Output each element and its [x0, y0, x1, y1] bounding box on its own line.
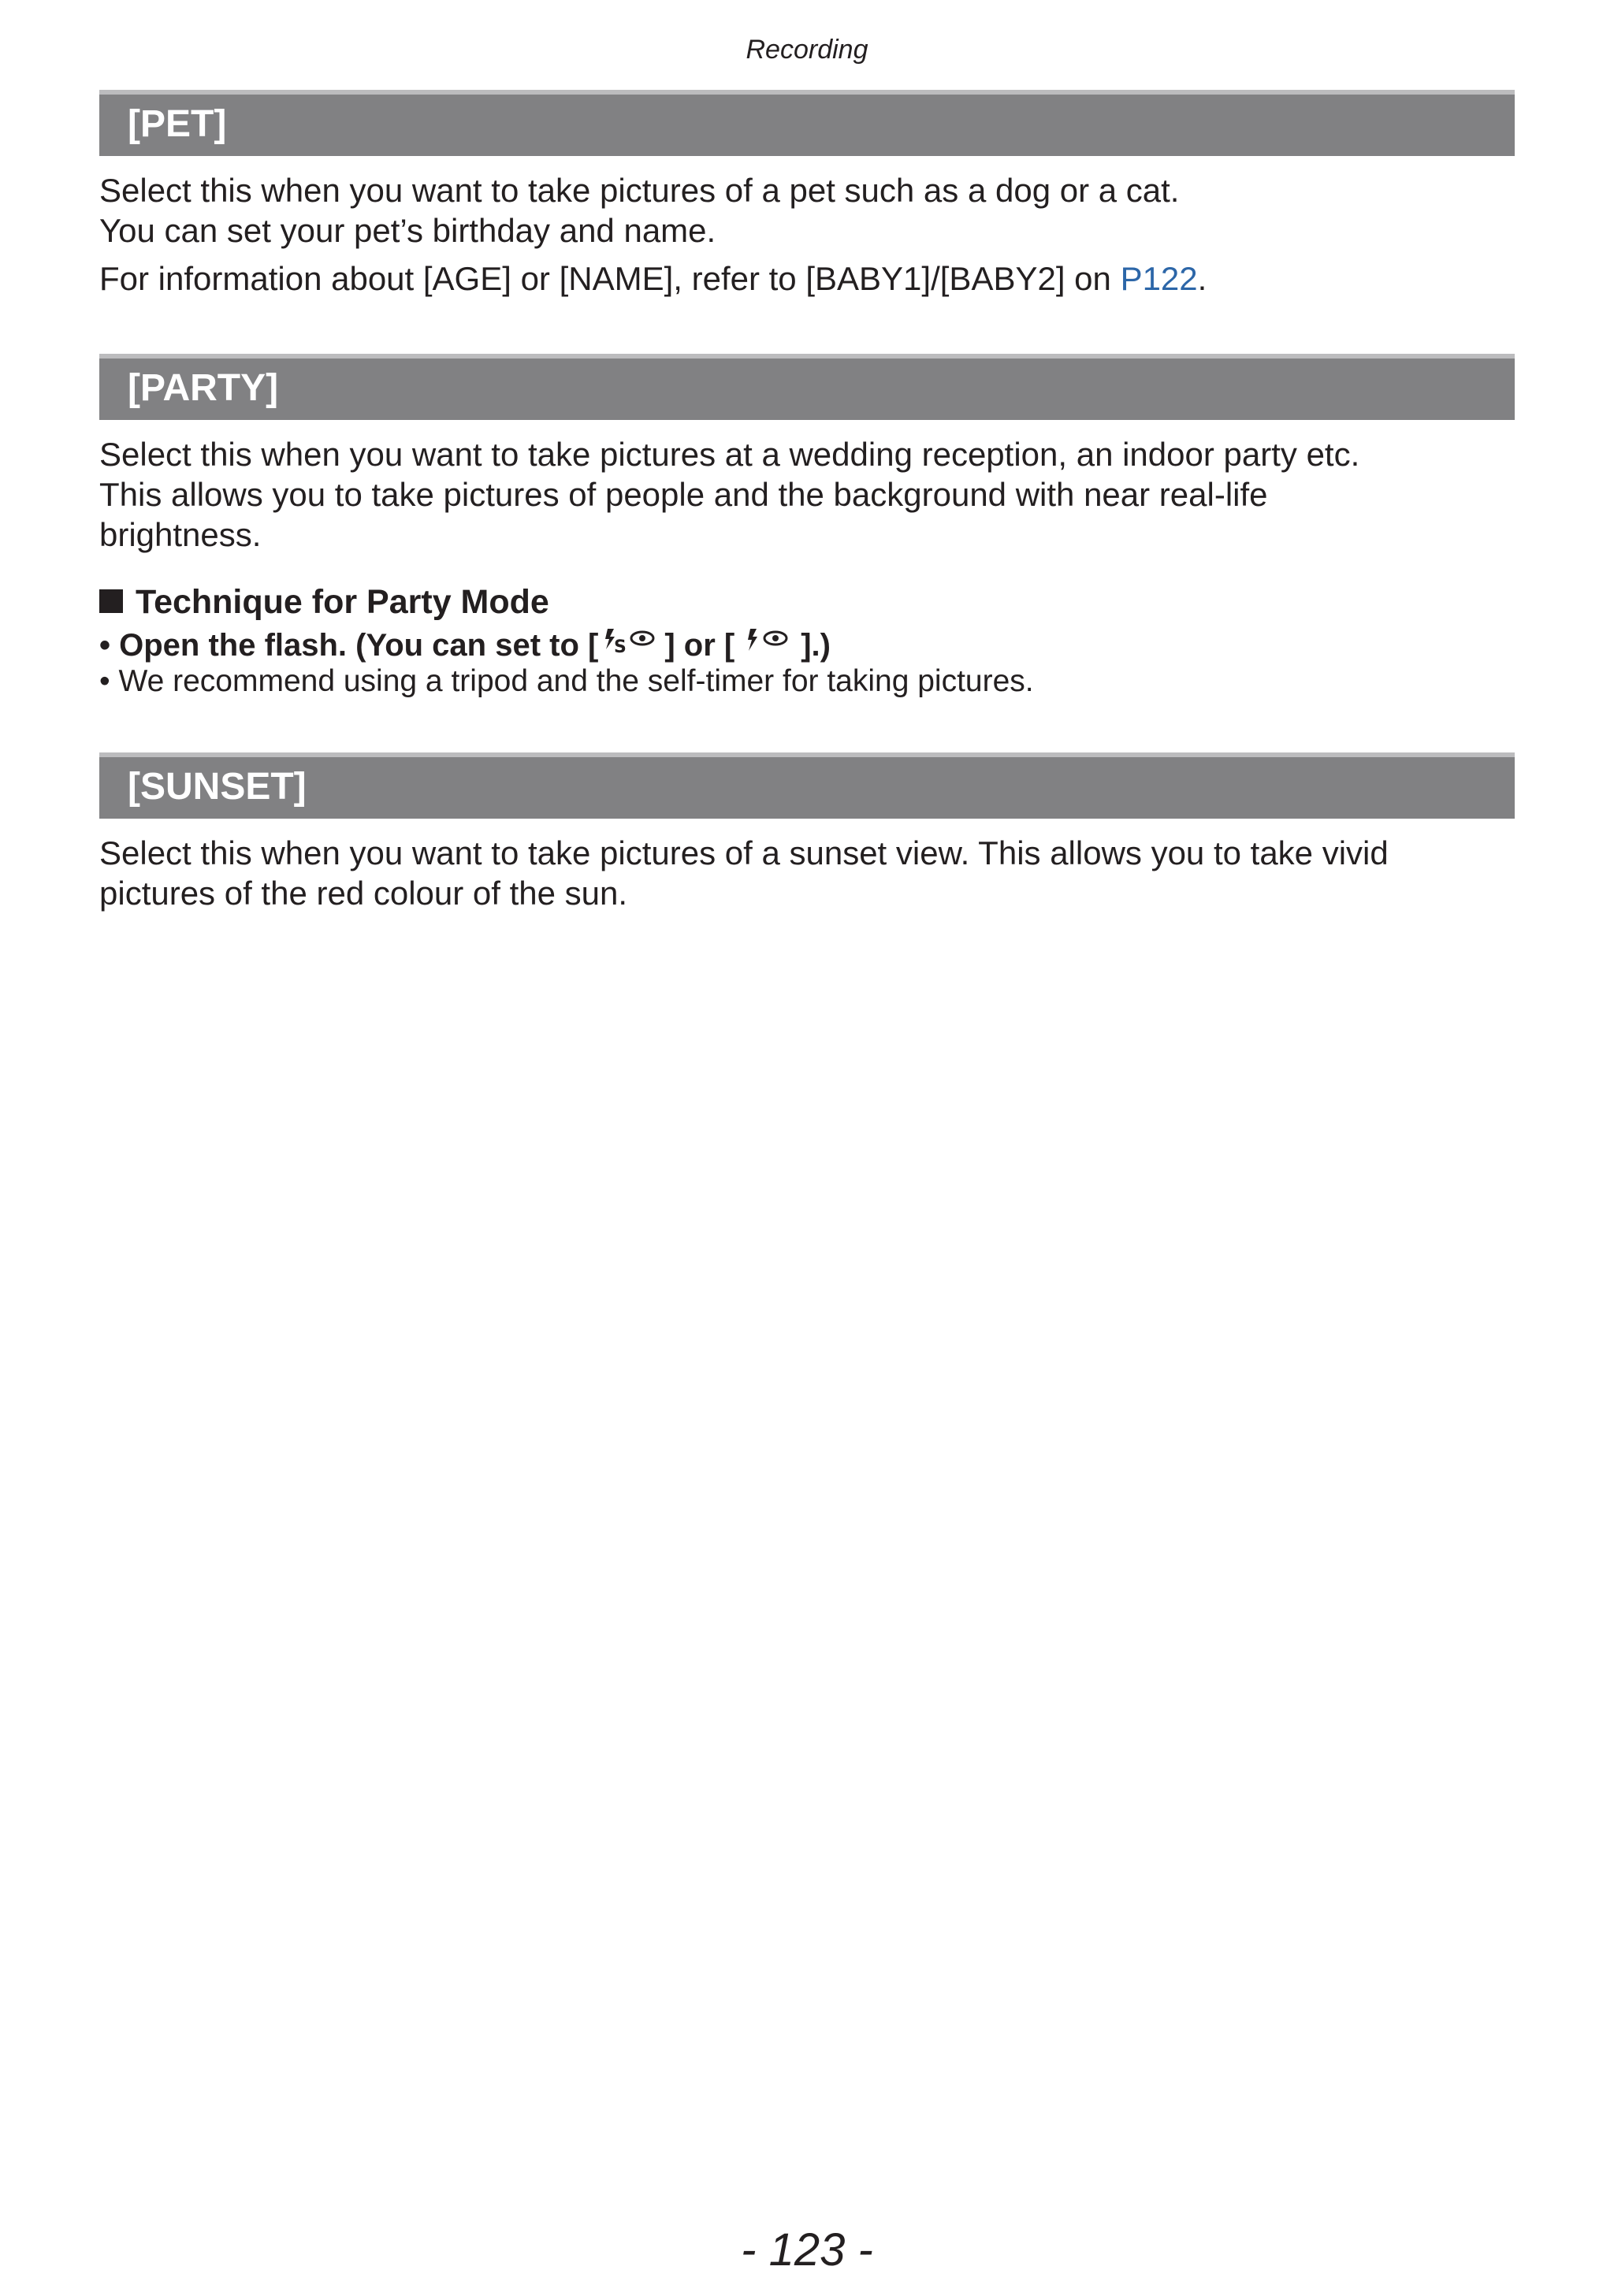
section-title-pet: [PET]: [99, 90, 1515, 156]
pet-line-3: [99, 258, 1518, 299]
sunset-line-1: Select this when you want to take pictures of a sunset view. This allows you to take vivid: [99, 834, 1389, 871]
square-bullet-icon: [99, 589, 123, 613]
running-head: Recording: [746, 35, 868, 65]
technique-heading-text: Technique for Party Mode: [136, 583, 549, 621]
pet-line-3-end: .: [1197, 260, 1207, 297]
bullet-flash-text-c: ].): [801, 628, 831, 663]
technique-heading: [99, 581, 549, 622]
page-number: - 123 -: [741, 2224, 873, 2276]
party-bullet-tripod: • We recommend using a tripod and the self-timer for taking pictures.: [99, 664, 1034, 698]
party-bullet-flash: [99, 626, 1518, 663]
pet-line-3-text: For information about [AGE] or [NAME], refer to [BABY1]/[BABY2] on: [99, 260, 1121, 297]
bullet-flash-text-a: • Open the flash. (You can set to [: [99, 628, 599, 663]
page-link-p122[interactable]: P122: [1120, 260, 1198, 297]
pet-line-1: Select this when you want to take pictures of a pet such as a dog or a cat.: [99, 172, 1180, 209]
sunset-line-2: pictures of the red colour of the sun.: [99, 875, 628, 912]
section-title-party: [PARTY]: [99, 354, 1515, 420]
flash-slow-sync-red-eye-icon: [603, 626, 660, 657]
party-line-3: brightness.: [99, 516, 262, 553]
section-title-sunset: [SUNSET]: [99, 752, 1515, 819]
party-line-1: Select this when you want to take pictures at a wedding reception, an indoor party etc.: [99, 436, 1360, 473]
flash-forced-red-eye-icon: [739, 626, 796, 657]
pet-line-2: You can set your pet’s birthday and name.: [99, 212, 716, 249]
svg-text:S: S: [614, 637, 627, 657]
party-line-2: This allows you to take pictures of people and the background with near real-life: [99, 476, 1268, 513]
bullet-flash-text-b: ] or [: [664, 628, 735, 663]
